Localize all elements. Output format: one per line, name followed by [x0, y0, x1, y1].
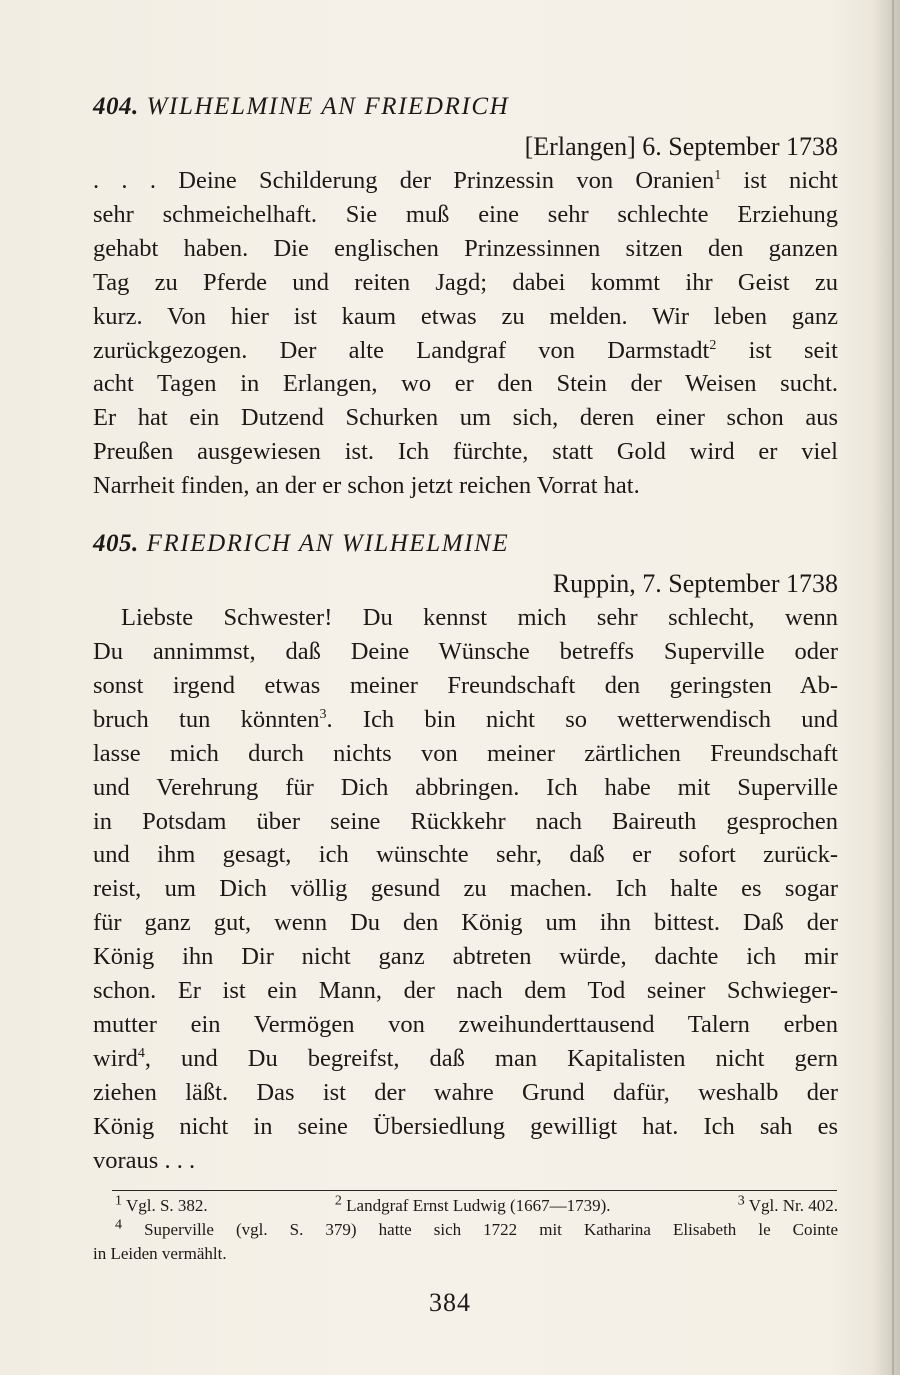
- letter-number: 405.: [93, 530, 139, 558]
- text-line: Preußen ausgewiesen ist. Ich fürchte, statt Gold wird er viel: [93, 438, 838, 466]
- text-line: sehr schmeichelhaft. Sie muß eine sehr schlechte Erziehung: [93, 200, 838, 228]
- letter-dateline: Ruppin, 7. September 1738: [552, 569, 838, 599]
- text-line: sonst irgend etwas meiner Freundschaft den geringsten Ab-: [93, 671, 838, 699]
- letter-title: FRIEDRICH AN WILHELMINE: [146, 530, 510, 558]
- footnote-2: $^2$ Landgraf Ernst Ludwig (1667—1739).: [334, 1193, 611, 1215]
- footnote-row: [93, 1194, 838, 1218]
- footnote-ref: 4: [137, 1045, 145, 1061]
- footnotes: [93, 1194, 838, 1266]
- letter-title: WILHELMINE AN FRIEDRICH: [146, 93, 510, 120]
- text-line: König ihn Dir nicht ganz abtreten würde, dachte ich mir: [93, 943, 838, 971]
- text-line: wird$^4$, und Du begreifst, daß man Kapitalisten nicht gern: [93, 1044, 838, 1072]
- text-line: Narrheit finden, an der er schon jetzt reichen Vorrat hat.: [93, 472, 640, 500]
- text-line: acht Tagen in Erlangen, wo er den Stein der Weisen sucht.: [93, 370, 838, 398]
- text-line: bruch tun könnten$^3$. Ich bin nicht so wetterwendisch und: [93, 705, 839, 733]
- footnote-4: $^4$ Superville (vgl. S. 379) hatte sich 1722 mit Katharina Elisabeth le Cointe: [115, 1217, 838, 1239]
- text-line: . . . Deine Schilderung der Prinzessin von Oranien$^1$ ist nicht: [93, 167, 838, 194]
- page-content: [93, 90, 838, 1177]
- text-line: Du annimmst, daß Deine Wünsche betreffs Superville oder: [93, 637, 838, 665]
- text-line: und Verehrung für Dich abbringen. Ich habe mit Superville: [93, 773, 838, 801]
- letter-heading: [93, 527, 838, 561]
- text-line: für ganz gut, wenn Du den König um ihn bittest. Daß der: [93, 909, 838, 937]
- letter-heading: [93, 90, 838, 124]
- text-line: Er hat ein Dutzend Schurken um sich, deren einer schon aus: [93, 404, 838, 432]
- text-line: reist, um Dich völlig gesund zu machen. Ich halte es sogar: [93, 875, 838, 903]
- letter-body: [93, 601, 838, 1177]
- text-line: Liebste Schwester! Du kennst mich sehr schlecht, wenn: [121, 604, 838, 632]
- text-line: in Potsdam über seine Rückkehr nach Baireuth gesprochen: [93, 807, 838, 835]
- footnote-4-continued: in Leiden vermählt.: [93, 1244, 227, 1263]
- footnote-ref: 1: [714, 167, 722, 183]
- text-line: ziehen läßt. Das ist der wahre Grund dafür, weshalb der: [93, 1078, 838, 1106]
- footnote-divider: [112, 1190, 837, 1191]
- letter-number: 404.: [93, 93, 139, 120]
- text-line: und ihm gesagt, ich wünschte sehr, daß er sofort zurück-: [93, 841, 838, 869]
- page-number: 384: [429, 1288, 471, 1317]
- text-line: lasse mich durch nichts von meiner zärtlichen Freundschaft: [93, 739, 838, 767]
- footnote-ref: 3: [319, 706, 327, 722]
- text-line: König nicht in seine Übersiedlung gewilligt hat. Ich sah es: [93, 1112, 838, 1140]
- text-line: mutter ein Vermögen von zweihunderttausend Talern erben: [93, 1010, 838, 1038]
- text-line: Tag zu Pferde und reiten Jagd; dabei kommt ihr Geist zu: [93, 268, 838, 296]
- footnote-ref: 2: [709, 337, 717, 353]
- text-line: voraus . . .: [93, 1146, 196, 1174]
- text-line: kurz. Von hier ist kaum etwas zu melden. Wir leben ganz: [93, 302, 838, 330]
- footnote-1: $^1$ Vgl. S. 382.: [115, 1193, 208, 1215]
- letter-dateline: [Erlangen] 6. September 1738: [524, 132, 838, 161]
- text-line: zurückgezogen. Der alte Landgraf von Darmstadt$^2$ ist seit: [93, 336, 838, 364]
- text-line: gehabt haben. Die englischen Prinzessinnen sitzen den ganzen: [93, 234, 838, 262]
- letter-body: [93, 164, 838, 503]
- text-line: schon. Er ist ein Mann, der nach dem Tod seiner Schwieger-: [93, 977, 838, 1005]
- footnote-3: $^3$ Vgl. Nr. 402.: [737, 1193, 838, 1215]
